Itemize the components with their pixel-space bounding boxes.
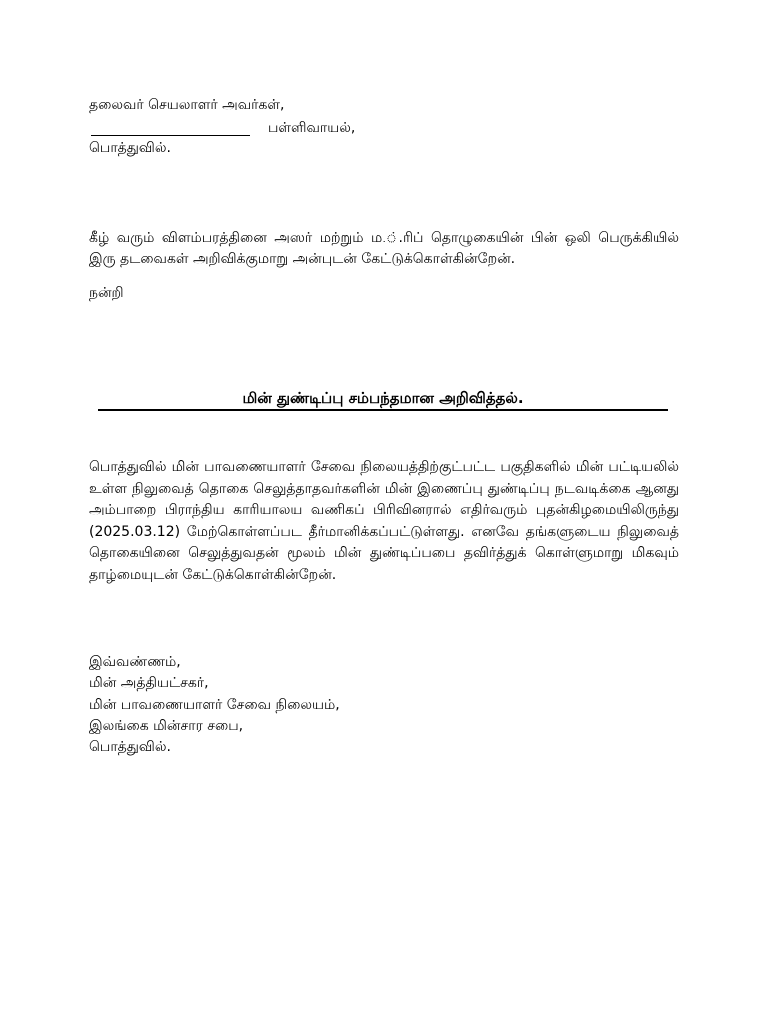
thanks-line: நன்றி [89, 285, 124, 301]
heading-underline [98, 409, 668, 411]
signatory-office: மின் பாவணையாளர் சேவை நிலையம், [89, 697, 340, 713]
addressee-mosque-line: பள்ளிவாயல், [268, 120, 356, 136]
signatory-place: பொத்துவில். [89, 739, 171, 755]
signatory-title: மின் அத்தியட்சகர், [89, 675, 209, 691]
addressee-line: தலைவர் செயலாளர் அவர்கள், [89, 97, 285, 113]
blank-fill-line [91, 135, 250, 136]
closing-line: இவ்வண்ணம், [89, 654, 181, 670]
notice-heading: மின் துண்டிப்பு சம்பந்தமான அறிவித்தல். [242, 389, 524, 407]
request-paragraph: கீழ் வரும் விளம்பரத்தினை அஸர் மற்றும் ம.்.ரிப் தொழுகையின் பின் ஒலி பெருக்கியில் இரு தடவைகள் அறிவிக்குமாறு அன்புடன் கேட்டுக்கொள்கின்றேன். [89, 230, 680, 267]
addressee-place: பொத்துவில். [89, 140, 171, 156]
notice-paragraph: பொத்துவில் மின் பாவணையாளர் சேவை நிலையத்திற்குட்பட்ட பகுதிகளில் மின் பட்டியலில் உள்ள நிலுவைத் தொகை செலுத்தாதவர்களின் மின் இணைப்பு துண்டிப்பு நடவடிக்கை ஆனது அம்பாறை பிராந்திய காரியாலய வணிகப் பிரிவினரால் எதிர்வரும் புதன்கிழமையிலிருந்து (2025.03.12) மேற்கொள்ளப்பட தீர்மானிக்கப்பட்டுள்ளது. எனவே தங்களுடைய நிலுவைத் தொகையினை செலுத்துவதன் மூலம் மின் துண்டிப்பபை தவிர்த்துக் கொள்ளுமாறு மிகவும் தாழ்மையுடன் கேட்டுக்கொள்கின்றேன். [89, 459, 679, 583]
signatory-organisation: இலங்கை மின்சார சபை, [89, 718, 244, 734]
